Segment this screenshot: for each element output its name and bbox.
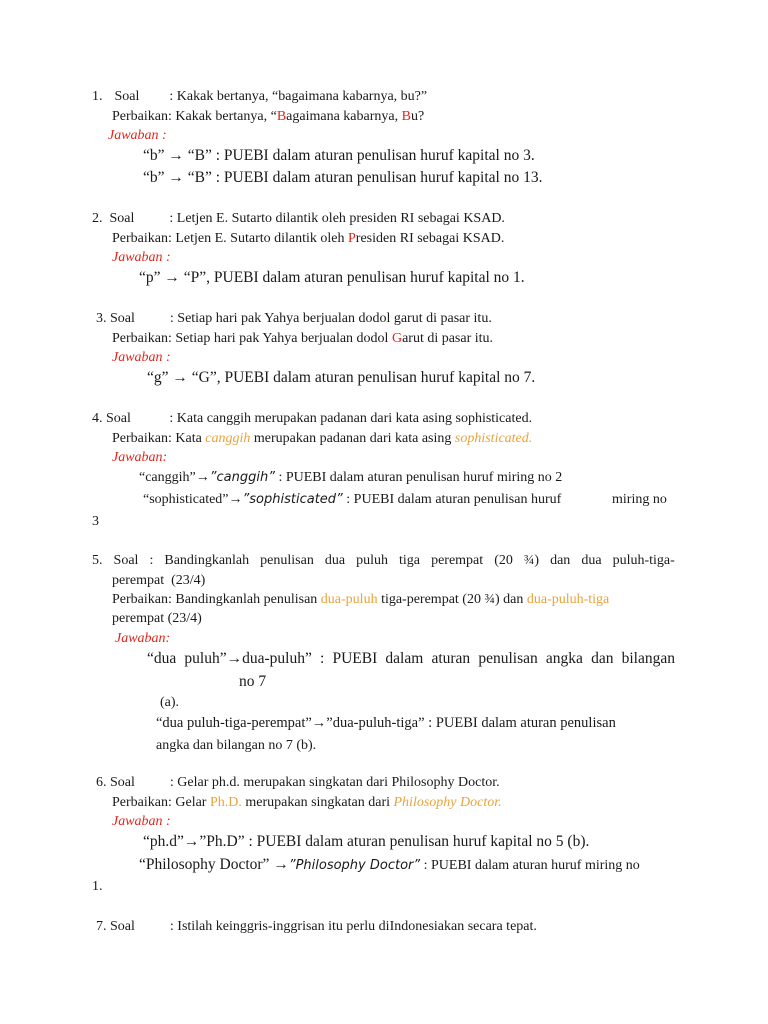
q1-perbaikan-line: Perbaikan: Kakak bertanya, “Bagaimana kabarnya, Bu?	[112, 109, 425, 124]
q2-perbaikan-line: Perbaikan: Letjen E. Sutarto dilantik oleh Presiden RI sebagai KSAD.	[112, 231, 505, 246]
q5-answer-1-cont: no 7	[239, 673, 267, 690]
q4-perbaikan-line: Perbaikan: Kata canggih merupakan padanan dari kata asing sophisticated.	[112, 431, 533, 446]
q6-perbaikan-line: Perbaikan: Gelar Ph.D. merupakan singkatan dari Philosophy Doctor.	[112, 795, 502, 810]
q5-soal-line: 5. Soal : Bandingkanlah penulisan dua puluh tiga perempat (20 ¾) dan dua puluh-tiga-	[92, 553, 675, 568]
q1-capital-b-2: B	[401, 109, 411, 124]
q6-answer-1: “ph.d”→”Ph.D” : PUEBI dalam aturan penulisan huruf kapital no 5 (b).	[143, 833, 590, 850]
q4-jawaban-label: Jawaban:	[112, 450, 168, 465]
q1-number: 1.	[92, 89, 103, 104]
q3-capital-g: G	[391, 331, 403, 346]
q3-perbaikan-line: Perbaikan: Setiap hari pak Yahya berjualan dodol Garut di pasar itu.	[112, 331, 494, 346]
q5-perbaikan-cont: perempat (23/4)	[112, 611, 202, 626]
q5-dua-puluh-tiga-fixed: dua-puluh-tiga	[526, 592, 610, 607]
q1-answer-2: “b” → “B” : PUEBI dalam aturan penulisan huruf kapital no 13.	[143, 169, 543, 186]
q1-jawaban-label: Jawaban :	[108, 128, 167, 143]
q4-answer-2: “sophisticated”→”sophisticated” : PUEBI dalam aturan penulisan huruf	[143, 492, 562, 507]
q1-soal-text: Kakak bertanya, “bagaimana kabarnya, bu?”	[176, 89, 428, 104]
q2-soal-line: 2. Soal : Letjen E. Sutarto dilantik oleh presiden RI sebagai KSAD.	[92, 211, 505, 226]
q3-soal-line: 3. Soal : Setiap hari pak Yahya berjualan dodol garut di pasar itu.	[96, 311, 492, 326]
q6-philosophy-doctor-italic: Philosophy Doctor.	[393, 795, 502, 810]
q5-answer-2-cont: angka dan bilangan no 7 (b).	[156, 738, 317, 753]
q5-dua-puluh-fixed: dua-puluh	[320, 592, 378, 607]
q5-soal-cont: perempat (23/4)	[112, 573, 206, 588]
q5-jawaban-label: Jawaban:	[115, 631, 171, 646]
q1-soal-label: Soal	[114, 89, 140, 104]
q2-answer: “p” → “P”, PUEBI dalam aturan penulisan huruf kapital no 1.	[139, 269, 525, 286]
q6-jawaban-label: Jawaban :	[112, 814, 171, 829]
q2-jawaban-label: Jawaban :	[112, 250, 171, 265]
q5-answer-1: “dua puluh”→dua-puluh” : PUEBI dalam aturan penulisan angka dan bilangan	[147, 650, 675, 667]
q5-answer-2: “dua puluh-tiga-perempat”→”dua-puluh-tiga” : PUEBI dalam aturan penulisan	[156, 715, 616, 731]
q1-soal-sep: :	[169, 89, 174, 104]
q4-sophisticated-italic: sophisticated.	[454, 431, 533, 446]
q4-canggih-example: ”canggih”	[209, 470, 275, 485]
q7-soal-line: 7. Soal : Istilah keinggris-inggrisan itu perlu diIndonesiakan secara tepat.	[96, 919, 537, 934]
q6-soal-line: 6. Soal : Gelar ph.d. merupakan singkatan dari Philosophy Doctor.	[96, 775, 500, 790]
q1-answer-1: “b” → “B” : PUEBI dalam aturan penulisan huruf kapital no 3.	[143, 147, 535, 164]
q6-answer-2-cont: 1.	[92, 879, 103, 894]
q4-sophisticated-example: ”sophisticated”	[242, 492, 343, 507]
q5-perbaikan-line: Perbaikan: Bandingkanlah penulisan dua-puluh tiga-perempat (20 ¾) dan dua-puluh-tiga	[112, 592, 610, 607]
q1-perbaikan-label: Perbaikan:	[112, 109, 172, 124]
q3-answer: “g” → “G”, PUEBI dalam aturan penulisan huruf kapital no 7.	[147, 369, 536, 386]
q4-canggih-italic: canggih	[205, 431, 251, 446]
q4-answer-2-cont: 3	[92, 514, 99, 529]
q6-answer-2: “Philosophy Doctor” →”Philosophy Doctor” : PUEBI dalam aturan huruf miring no	[139, 856, 640, 873]
q6-philosophy-doctor-example: ”Philosophy Doctor”	[288, 858, 421, 873]
q4-soal-line: 4. Soal : Kata canggih merupakan padanan dari kata asing sophisticated.	[92, 411, 533, 426]
q2-capital-p: P	[348, 231, 356, 246]
q6-phd-fixed: Ph.D.	[209, 795, 242, 810]
q1-capital-b-1: B	[276, 109, 287, 124]
q4-answer-1: “canggih”→”canggih” : PUEBI dalam aturan penulisan huruf miring no 2	[139, 470, 563, 485]
q4-answer-2-end: miring no	[612, 492, 667, 507]
q3-jawaban-label: Jawaban :	[112, 350, 171, 365]
q5-answer-1-sub: (a).	[160, 695, 180, 710]
q1-soal-line	[92, 88, 427, 106]
